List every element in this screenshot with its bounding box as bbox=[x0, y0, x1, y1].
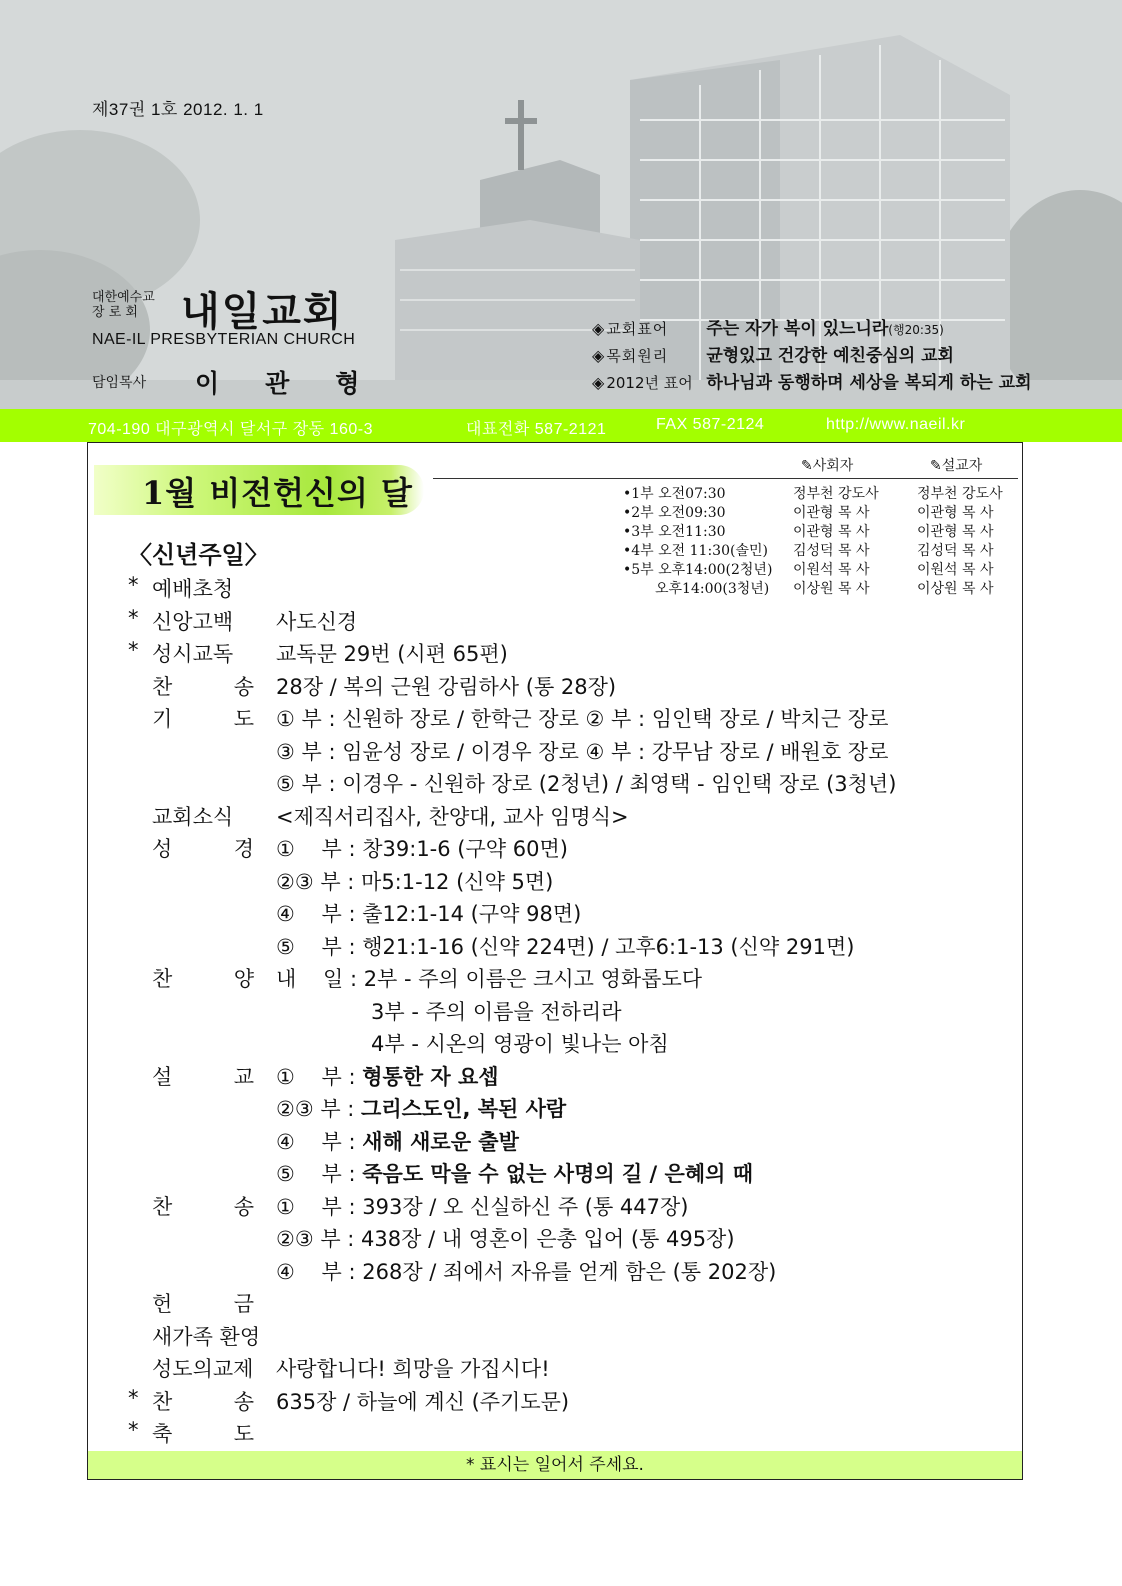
church-mottos bbox=[592, 314, 1032, 395]
service-time: •5부 오후14:00(2청년) bbox=[623, 562, 773, 578]
order-item bbox=[152, 1191, 254, 1221]
service-time: •3부 오전11:30 bbox=[623, 524, 726, 540]
stand-mark: * bbox=[128, 573, 139, 597]
order-item: 신앙고백 bbox=[152, 609, 234, 634]
service-preacher: 이관형 목 사 bbox=[917, 505, 994, 521]
order-row bbox=[128, 768, 1018, 801]
service-preacher: 이원석 목 사 bbox=[917, 562, 994, 578]
address-bar bbox=[0, 409, 1122, 442]
service-time: 오후14:00(3청년) bbox=[655, 581, 770, 597]
church-english-name: NAE-IL PRESBYTERIAN CHURCH bbox=[92, 331, 356, 348]
denomination-line: 장 로 회 bbox=[92, 305, 138, 320]
church-phone: 대표전화 587-2121 bbox=[466, 421, 607, 438]
service-number: ① 부 : bbox=[276, 1064, 363, 1089]
order-row bbox=[128, 833, 1018, 866]
order-row bbox=[128, 606, 1018, 639]
diamond-bullet-icon: ◈ bbox=[592, 346, 605, 365]
order-item-char: 찬 bbox=[152, 674, 173, 699]
motto-label: 교회표어 bbox=[606, 320, 669, 338]
order-row bbox=[128, 1158, 1018, 1191]
church-website-link[interactable]: http://www.naeil.kr bbox=[826, 416, 966, 433]
order-item-char: 송 bbox=[233, 1194, 254, 1219]
order-content bbox=[276, 1093, 566, 1123]
order-item-char: 찬 bbox=[152, 1389, 173, 1414]
order-row bbox=[128, 931, 1018, 964]
divider bbox=[433, 478, 1018, 479]
standing-note-bar bbox=[88, 1451, 1022, 1479]
order-row bbox=[128, 1321, 1018, 1354]
order-item-char: 찬 bbox=[152, 1194, 173, 1219]
service-leader: 김성덕 목 사 bbox=[793, 543, 870, 559]
order-row bbox=[128, 671, 1018, 704]
motto-label: 목회원리 bbox=[606, 347, 669, 365]
order-row bbox=[128, 1386, 1018, 1419]
diamond-bullet-icon: ◈ bbox=[592, 373, 605, 392]
stand-mark: * bbox=[128, 605, 139, 630]
order-item: 새가족 환영 bbox=[152, 1324, 261, 1349]
order-row bbox=[128, 996, 1018, 1029]
service-leader: 이원석 목 사 bbox=[793, 562, 870, 578]
order-item: 교회소식 bbox=[152, 804, 234, 829]
service-time: •2부 오전09:30 bbox=[623, 505, 726, 521]
order-row bbox=[128, 703, 1018, 736]
month-theme-title: 1월 비전헌신의 달 bbox=[142, 474, 413, 512]
order-content: <제직서리집사, 찬양대, 교사 임명식> bbox=[276, 804, 629, 829]
order-row bbox=[128, 1028, 1018, 1061]
stand-mark: * bbox=[128, 638, 139, 662]
order-item-char: 경 bbox=[233, 837, 254, 861]
motto-value: 하나님과 동행하며 세상을 복되게 하는 교회 bbox=[706, 373, 1032, 393]
order-row bbox=[128, 638, 1018, 671]
order-content: 3부 - 주의 이름을 전하리라 bbox=[371, 999, 622, 1024]
order-content: ④ 부 : 268장 / 죄에서 자유를 얻게 함은 (통 202장) bbox=[276, 1259, 777, 1284]
order-item-char: 송 bbox=[233, 674, 254, 699]
service-preacher: 이관형 목 사 bbox=[917, 524, 994, 540]
motto-value: 주는 자가 복이 있느니라 bbox=[706, 319, 889, 339]
order-content: ⑤ 부 : 이경우 - 신원하 장로 (2청년) / 최영택 - 임인택 장로 (3청년) bbox=[276, 772, 897, 796]
order-row bbox=[128, 1418, 1018, 1451]
order-item-char: 금 bbox=[233, 1292, 254, 1316]
order-row bbox=[128, 1061, 1018, 1094]
order-content: ③ 부 : 임윤성 장로 / 이경우 장로 ④ 부 : 강무남 장로 / 배원호 장로 bbox=[276, 739, 889, 764]
order-content bbox=[276, 1061, 499, 1091]
service-number: ⑤ 부 : bbox=[276, 1162, 363, 1186]
order-row bbox=[128, 1288, 1018, 1321]
service-preacher: 이상원 목 사 bbox=[917, 581, 994, 597]
order-content: ②③ 부 : 마5:1-12 (신약 5면) bbox=[276, 869, 554, 894]
denomination bbox=[92, 290, 172, 320]
service-leader: 이관형 목 사 bbox=[793, 524, 870, 540]
order-item bbox=[152, 703, 254, 733]
motto-reference: (행20:35) bbox=[888, 323, 944, 337]
order-row bbox=[128, 1191, 1018, 1224]
order-item-char: 설 bbox=[152, 1064, 173, 1089]
service-number: ②③ 부 : bbox=[276, 1097, 362, 1121]
service-preacher: 정부천 강도사 bbox=[917, 486, 1003, 502]
order-row bbox=[128, 866, 1018, 899]
order-item-char: 도 bbox=[233, 707, 254, 731]
stand-mark: * bbox=[128, 1385, 139, 1410]
order-item bbox=[152, 671, 254, 701]
order-of-worship bbox=[128, 573, 1018, 1451]
order-item bbox=[152, 963, 254, 993]
motto-value: 균형있고 건강한 예친중심의 교회 bbox=[706, 346, 954, 366]
order-row bbox=[128, 1126, 1018, 1159]
order-item bbox=[152, 1418, 254, 1448]
masthead bbox=[0, 0, 1122, 413]
order-content: 635장 / 하늘에 계신 (주기도문) bbox=[276, 1389, 570, 1414]
motto-row bbox=[592, 341, 1032, 368]
order-content bbox=[276, 1158, 753, 1188]
standing-note: * 표시는 일어서 주세요. bbox=[466, 1455, 644, 1475]
motto-row bbox=[592, 314, 1032, 341]
pastor-label: 담임목사 bbox=[92, 375, 147, 391]
order-item-char: 축 bbox=[152, 1422, 173, 1446]
order-content: 사랑합니다! 희망을 가집시다! bbox=[276, 1357, 550, 1381]
sermon-title: 그리스도인, 복된 사람 bbox=[361, 1097, 567, 1121]
sunday-title: 〈신년주일〉 bbox=[128, 541, 269, 569]
service-leader: 정부천 강도사 bbox=[793, 486, 879, 502]
service-time: •1부 오전07:30 bbox=[623, 486, 726, 502]
order-content: 내 일 : 2부 - 주의 이름은 크시고 영화롭도다 bbox=[276, 967, 703, 991]
order-content: ① 부 : 창39:1-6 (구약 60면) bbox=[276, 837, 568, 861]
service-leader: 이관형 목 사 bbox=[793, 505, 870, 521]
order-row bbox=[128, 1223, 1018, 1256]
order-item: 예배초청 bbox=[152, 577, 234, 601]
order-row bbox=[128, 963, 1018, 996]
order-row bbox=[128, 1353, 1018, 1386]
order-row bbox=[128, 801, 1018, 834]
sermon-title: 새해 새로운 출발 bbox=[362, 1129, 519, 1154]
order-item-char: 송 bbox=[233, 1389, 254, 1414]
order-item bbox=[152, 1061, 254, 1091]
order-item: 성도의교제 bbox=[152, 1357, 254, 1381]
order-item-char: 기 bbox=[152, 707, 173, 731]
order-content: ⑤ 부 : 행21:1-16 (신약 224면) / 고후6:1-13 (신약 291면) bbox=[276, 934, 855, 959]
order-row bbox=[128, 573, 1018, 606]
order-content: ① 부 : 393장 / 오 신실하신 주 (통 447장) bbox=[276, 1194, 689, 1219]
order-content bbox=[276, 1126, 519, 1156]
diamond-bullet-icon: ◈ bbox=[592, 319, 605, 338]
church-address: 704-190 대구광역시 달서구 장동 160-3 bbox=[88, 421, 373, 438]
order-item bbox=[152, 1288, 254, 1318]
stand-mark: * bbox=[128, 1418, 139, 1442]
order-row bbox=[128, 898, 1018, 931]
church-name: 내일교회 bbox=[181, 289, 344, 335]
order-item: 성시교독 bbox=[152, 642, 234, 666]
denomination-line: 대한예수교 bbox=[92, 290, 155, 305]
order-item bbox=[152, 833, 254, 863]
order-item-char: 찬 bbox=[152, 967, 173, 991]
worship-order-box bbox=[87, 442, 1023, 1480]
order-content: 4부 - 시온의 영광이 빛나는 아침 bbox=[371, 1032, 669, 1056]
order-item-char: 도 bbox=[233, 1422, 254, 1446]
order-row bbox=[128, 1256, 1018, 1289]
order-item-char: 양 bbox=[233, 967, 254, 991]
service-number: ④ 부 : bbox=[276, 1129, 363, 1154]
preacher-header: ✎설교자 bbox=[930, 458, 983, 474]
order-content: ① 부 : 신원하 장로 / 한학근 장로 ② 부 : 임인택 장로 / 박치근 장로 bbox=[276, 707, 889, 731]
pastor-name: 이관형 bbox=[195, 369, 406, 398]
order-content: 교독문 29번 (시편 65편) bbox=[276, 642, 508, 666]
order-item-char: 헌 bbox=[152, 1292, 173, 1316]
service-time: •4부 오전 11:30(솔민) bbox=[623, 543, 768, 559]
sermon-title: 형통한 자 요셉 bbox=[362, 1064, 499, 1089]
order-content: 사도신경 bbox=[276, 609, 358, 634]
order-item bbox=[152, 1386, 254, 1416]
order-content: 28장 / 복의 근원 강림하사 (통 28장) bbox=[276, 674, 617, 699]
order-row bbox=[128, 736, 1018, 769]
motto-row bbox=[592, 368, 1032, 395]
order-content: ④ 부 : 출12:1-14 (구약 98면) bbox=[276, 902, 582, 926]
issue-info: 제37권 1호 2012. 1. 1 bbox=[92, 100, 264, 119]
leader-header: ✎사회자 bbox=[801, 458, 854, 474]
order-item-char: 교 bbox=[233, 1064, 254, 1089]
service-preacher: 김성덕 목 사 bbox=[917, 543, 994, 559]
order-row bbox=[128, 1093, 1018, 1126]
order-content: ②③ 부 : 438장 / 내 영혼이 은총 입어 (통 495장) bbox=[276, 1227, 735, 1251]
church-fax: FAX 587-2124 bbox=[656, 416, 765, 433]
sermon-title: 죽음도 막을 수 없는 사명의 길 / 은혜의 때 bbox=[362, 1162, 753, 1186]
order-item-char: 성 bbox=[152, 837, 173, 861]
service-leader: 이상원 목 사 bbox=[793, 581, 870, 597]
motto-label: 2012년 표어 bbox=[606, 374, 693, 392]
